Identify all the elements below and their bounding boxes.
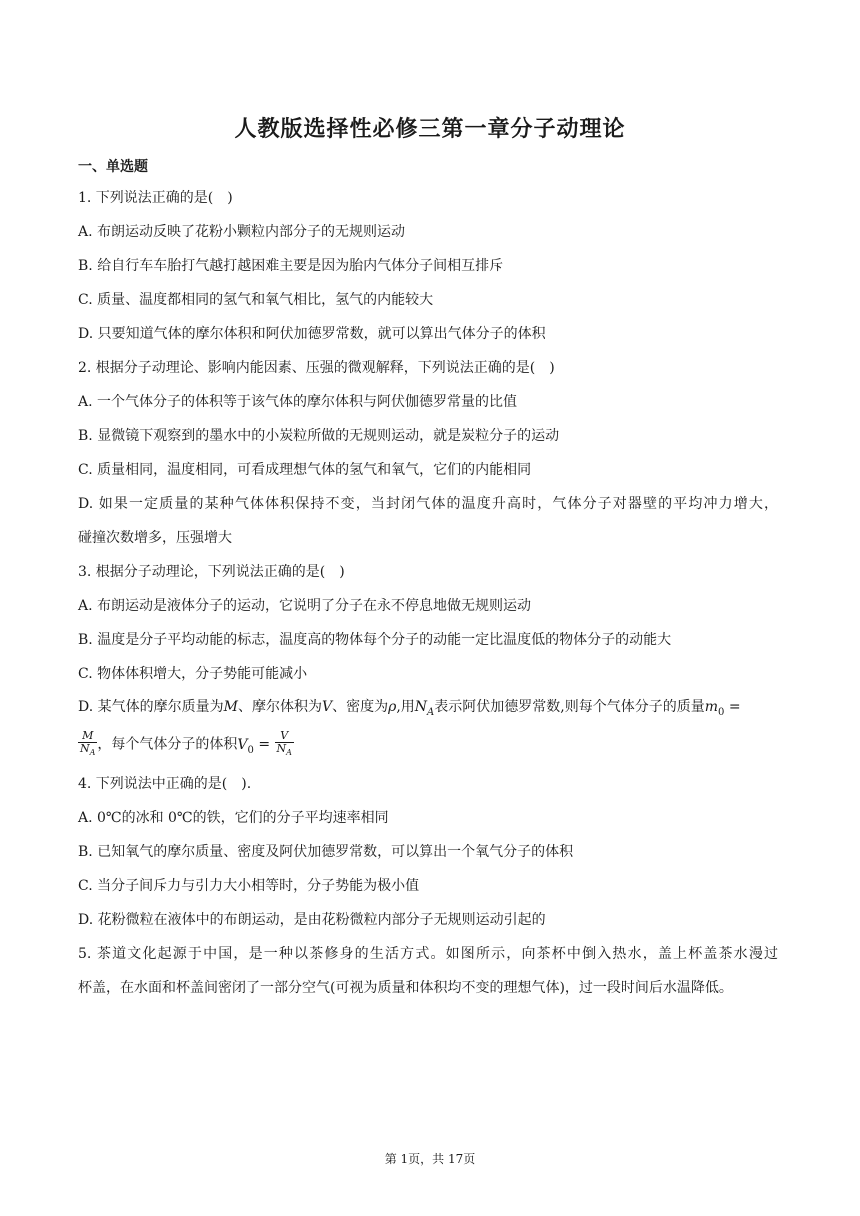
question-1-stem: 1. 下列说法正确的是( ) bbox=[78, 190, 233, 206]
fraction-1-den-sub: A bbox=[89, 748, 96, 757]
symbol-molar-volume: V bbox=[321, 699, 333, 715]
question-3-stem: 3. 根据分子动理论，下列说法正确的是( ) bbox=[78, 564, 345, 580]
question-4-option-a: A. 0℃的冰和 0℃的铁，它们的分子平均速率相同 bbox=[78, 810, 389, 826]
document-title: 人教版选择性必修三第一章分子动理论 bbox=[234, 117, 626, 142]
question-4-option-b: B. 已知氧气的摩尔质量、密度及阿伏加德罗常数，可以算出一个氧气分子的体积 bbox=[78, 844, 574, 860]
question-1-option-d: D. 只要知道气体的摩尔体积和阿伏加德罗常数，就可以算出气体分子的体积 bbox=[78, 326, 546, 342]
avogadro-subscript: A bbox=[427, 707, 435, 718]
q3d-text-6: ，每个气体分子的体积 bbox=[97, 736, 238, 753]
question-2-option-a: A. 一个气体分子的体积等于该气体的摩尔体积与阿伏伽德罗常量的比值 bbox=[78, 394, 518, 410]
question-4-option-d: D. 花粉微粒在液体中的布朗运动，是由花粉微粒内部分子无规则运动引起的 bbox=[78, 912, 546, 928]
question-2-stem: 2. 根据分子动理论、影响内能因素、压强的微观解释，下列说法正确的是( ) bbox=[78, 360, 555, 376]
question-2-option-d-line-1: D. 如果一定质量的某种气体体积保持不变，当封闭气体的温度升高时，气体分子对器壁的平均冲力增大， bbox=[78, 496, 778, 512]
question-3-option-c: C. 物体体积增大，分子势能可能减小 bbox=[78, 666, 308, 682]
equals-sign-1: = bbox=[724, 699, 741, 715]
question-2-option-c: C. 质量相同，温度相同，可看成理想气体的氢气和氧气，它们的内能相同 bbox=[78, 462, 532, 478]
symbol-density: ρ bbox=[388, 699, 397, 715]
fraction-1-denominator bbox=[78, 743, 97, 759]
question-5-line-1: 5. 茶道文化起源于中国，是一种以茶修身的生活方式。如图所示，向茶杯中倒入热水，盖上杯盖茶水漫过 bbox=[78, 946, 778, 962]
avogadro-base: N bbox=[414, 699, 428, 715]
fraction-2-denominator bbox=[275, 743, 294, 759]
q3d-text-2: 、摩尔体积为 bbox=[237, 699, 322, 715]
question-4-option-c: C. 当分子间斥力与引力大小相等时，分子势能为极小值 bbox=[78, 878, 420, 894]
page-footer: 第 1页，共 17页 bbox=[384, 1152, 476, 1166]
question-3-option-b: B. 温度是分子平均动能的标志，温度高的物体每个分子的动能一定比温度低的物体分子的动能大 bbox=[78, 632, 672, 648]
fraction-2-den-base: N bbox=[276, 742, 287, 755]
fraction-m-over-na bbox=[78, 730, 97, 759]
section-heading: 一、单选题 bbox=[78, 159, 148, 175]
symbol-molecule-volume bbox=[237, 736, 254, 756]
question-1-option-b: B. 给自行车车胎打气越打越困难主要是因为胎内气体分子间相互排斥 bbox=[78, 258, 504, 274]
question-1-option-a: A. 布朗运动反映了花粉小颗粒内部分子的无规则运动 bbox=[78, 224, 406, 240]
fraction-2-numerator: V bbox=[275, 730, 294, 743]
m0-base: m bbox=[704, 699, 719, 715]
q3d-text-5: 表示阿伏加德罗常数,则每个气体分子的质量 bbox=[434, 699, 705, 715]
question-3-option-d-line-1 bbox=[78, 697, 741, 723]
question-4-stem: 4. 下列说法中正确的是( ). bbox=[78, 776, 252, 792]
symbol-avogadro bbox=[414, 699, 435, 718]
fraction-2-den-sub: A bbox=[286, 748, 292, 757]
m0-subscript: 0 bbox=[718, 707, 725, 718]
fraction-v-over-na bbox=[275, 730, 294, 759]
q3d-text-3: 、密度为 bbox=[332, 699, 389, 715]
q3d-text-1: D. 某气体的摩尔质量为 bbox=[78, 699, 224, 715]
fraction-1-numerator: M bbox=[78, 730, 97, 743]
question-1-option-c: C. 质量、温度都相同的氢气和氧气相比，氢气的内能较大 bbox=[78, 292, 434, 308]
q3d-text-4: ,用 bbox=[396, 699, 415, 715]
question-2-option-b: B. 显微镜下观察到的墨水中的小炭粒所做的无规则运动，就是炭粒分子的运动 bbox=[78, 428, 560, 444]
question-5-line-2: 杯盖，在水面和杯盖间密闭了一部分空气(可视为质量和体积均不变的理想气体)，过一段时间后水温降低。 bbox=[78, 980, 733, 996]
v0-base: V bbox=[237, 736, 248, 753]
symbol-molecule-mass bbox=[704, 699, 725, 718]
fraction-1-den-base: N bbox=[80, 742, 90, 755]
v0-subscript: 0 bbox=[247, 744, 254, 756]
question-3-option-d-line-2 bbox=[78, 730, 294, 765]
symbol-molar-mass: M bbox=[223, 699, 238, 715]
equals-sign-2: = bbox=[253, 736, 275, 753]
question-3-option-a: A. 布朗运动是液体分子的运动，它说明了分子在永不停息地做无规则运动 bbox=[78, 598, 532, 614]
question-2-option-d-line-2: 碰撞次数增多，压强增大 bbox=[78, 530, 232, 546]
